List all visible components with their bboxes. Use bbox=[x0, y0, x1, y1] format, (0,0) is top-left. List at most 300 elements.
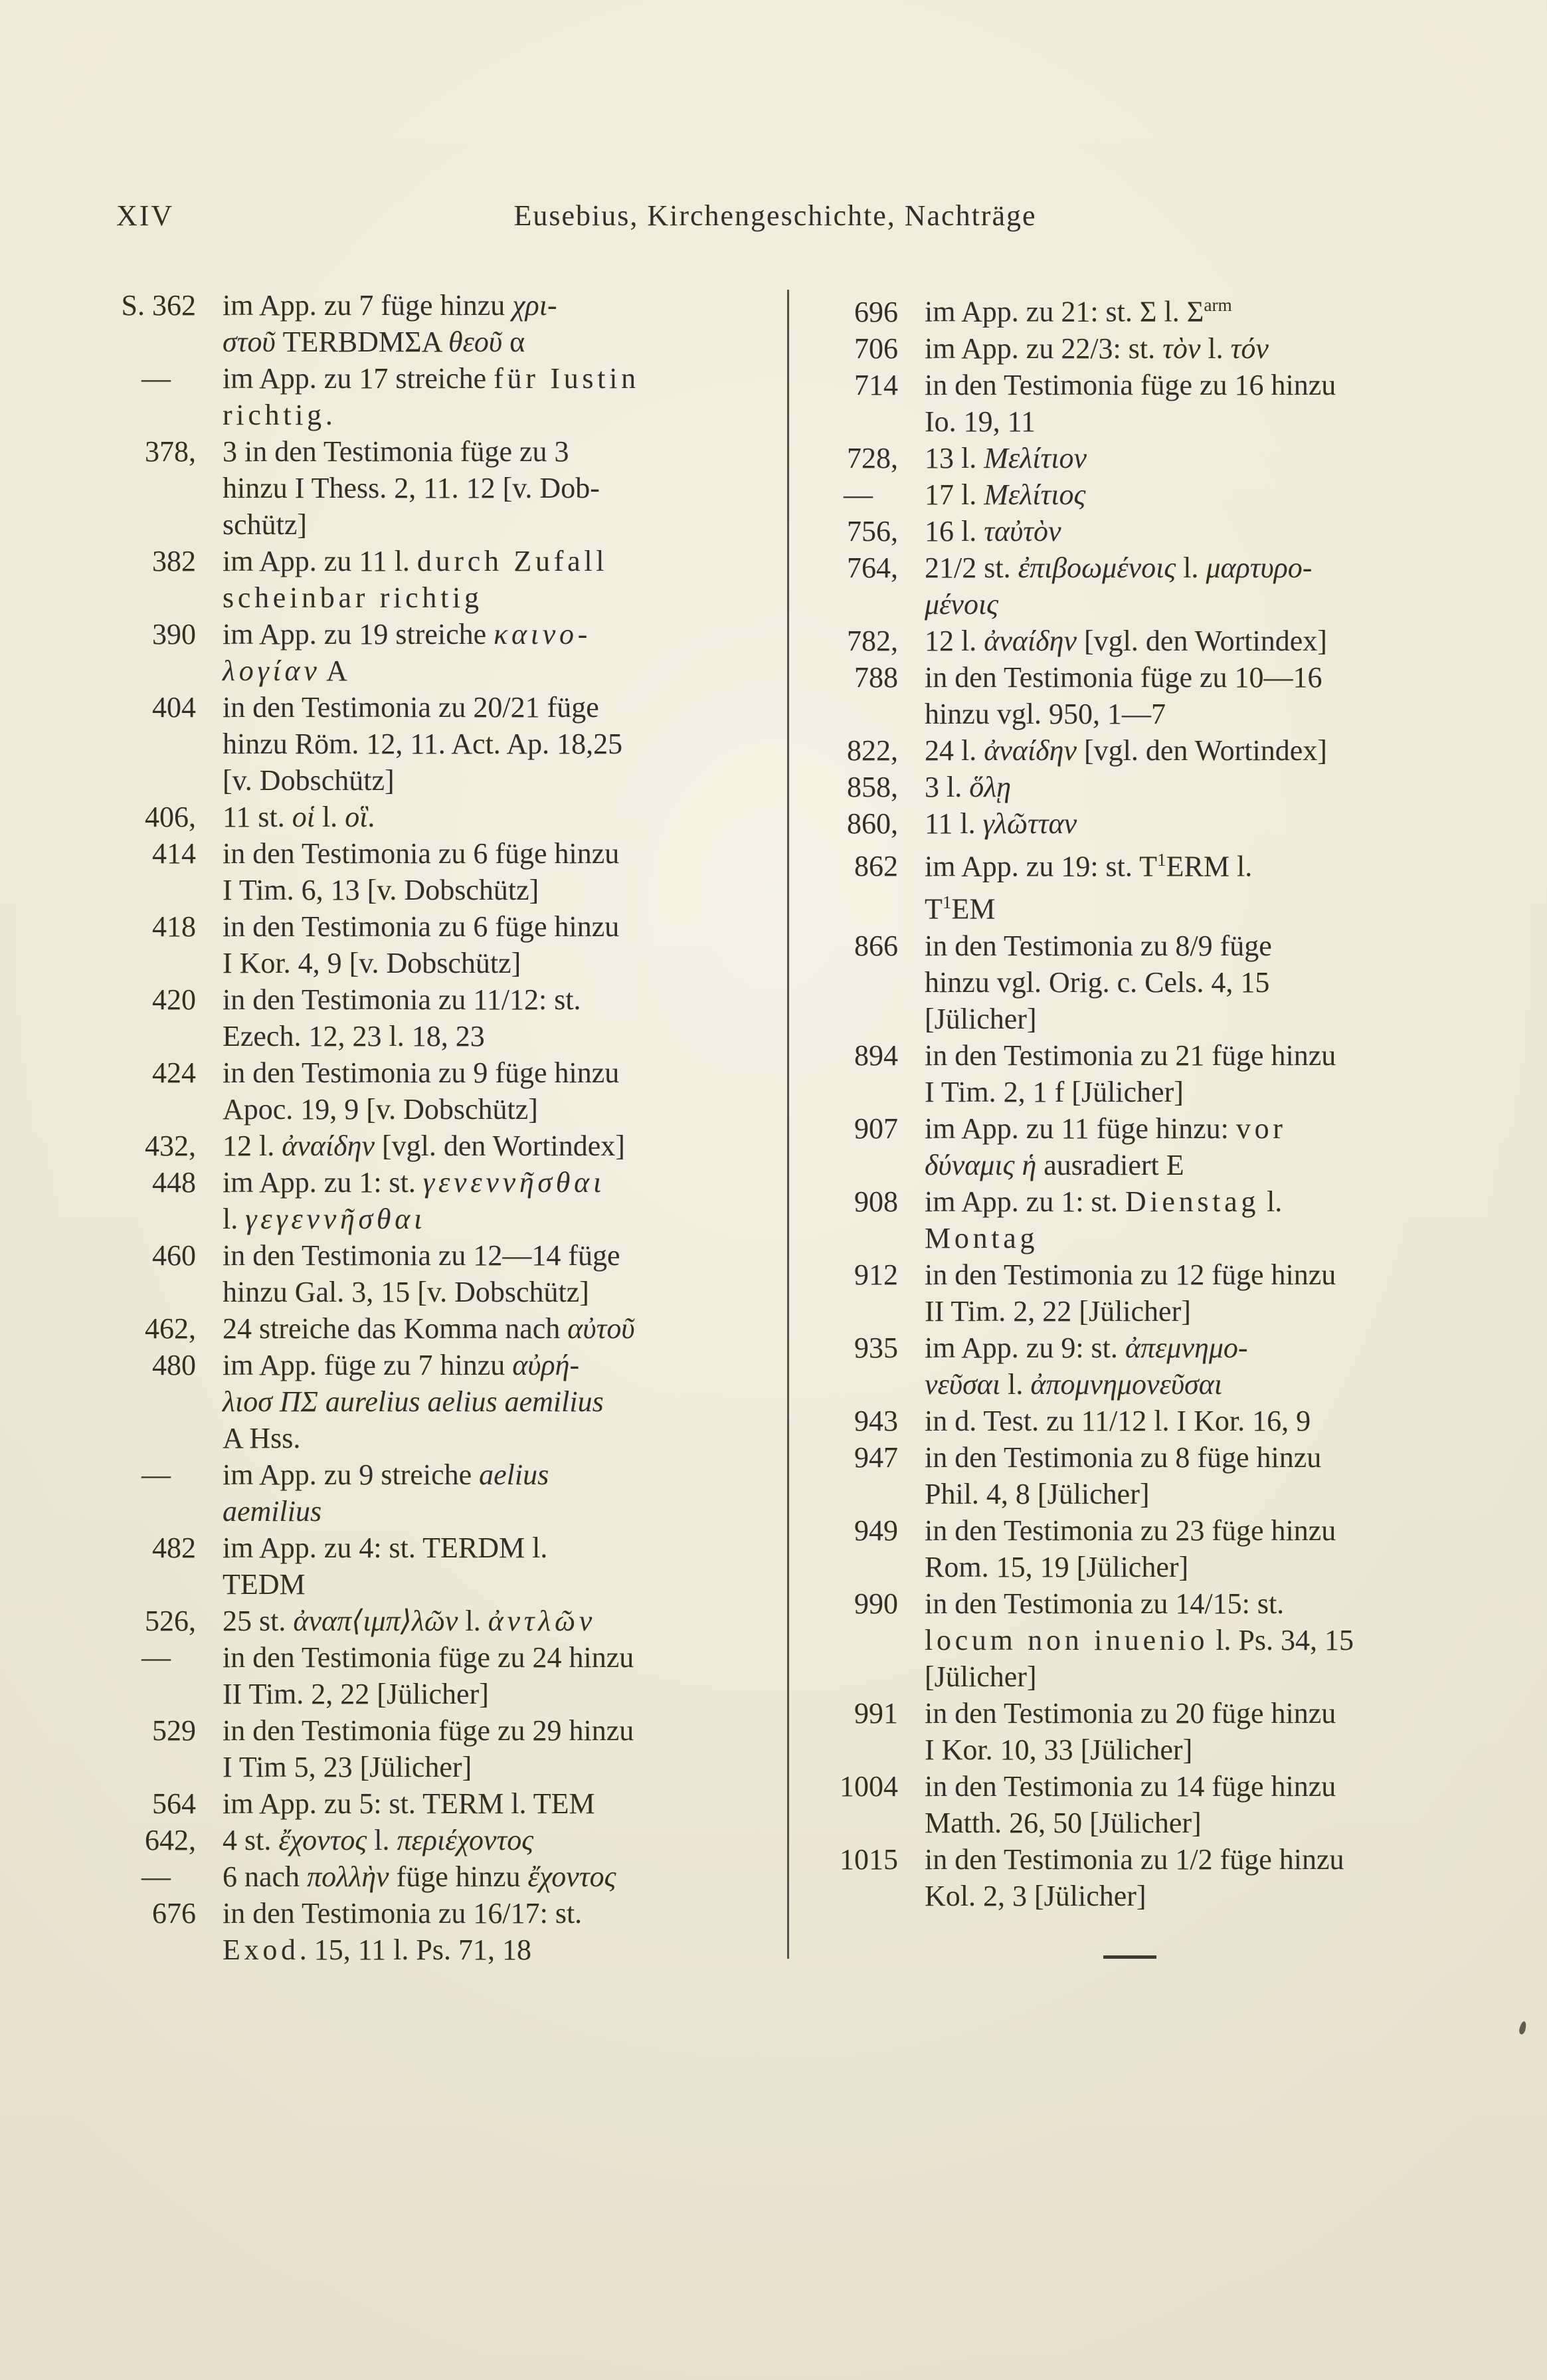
entry-line bbox=[116, 1237, 754, 1274]
text-segment: hinzu vgl. 950, 1—7 bbox=[925, 697, 1166, 730]
entry-number: 390 bbox=[152, 618, 196, 650]
text-segment: in den Testimonia zu 12 füge hinzu bbox=[925, 1258, 1336, 1291]
errata-columns bbox=[116, 287, 1441, 1968]
entry-line bbox=[818, 1293, 1441, 1330]
text-segment: 16 l. bbox=[925, 514, 984, 547]
text-segment: aurelius aelius aemilius bbox=[325, 1385, 604, 1418]
text-segment: in den Testimonia zu 20/21 füge bbox=[223, 691, 599, 724]
text-segment: scheinbar richtig bbox=[223, 581, 483, 614]
text-segment: durch Zufall bbox=[416, 545, 608, 577]
text-segment: αὐτοῦ bbox=[567, 1312, 635, 1345]
entry-number: 949 bbox=[854, 1514, 898, 1547]
text-segment: T bbox=[925, 892, 943, 926]
errata-entry bbox=[116, 1639, 754, 1712]
entry-line bbox=[116, 1018, 754, 1054]
errata-entry bbox=[818, 1256, 1441, 1330]
text-segment: θεοῦ bbox=[448, 326, 503, 358]
entry-line bbox=[818, 1074, 1441, 1110]
text-segment: im App. zu 17 streiche bbox=[223, 362, 494, 395]
text-segment: 3 l. bbox=[925, 770, 970, 803]
entry-number: 862 bbox=[854, 850, 898, 883]
entry-line bbox=[116, 1054, 754, 1091]
entry-line bbox=[116, 1858, 754, 1895]
errata-entry bbox=[116, 1712, 754, 1785]
entry-line bbox=[116, 1932, 754, 1968]
entry-line bbox=[818, 884, 1441, 928]
text-segment: περιέχοντος bbox=[397, 1824, 534, 1856]
entry-number: 564 bbox=[152, 1787, 196, 1820]
text-segment: in den Testimonia zu 23 füge hinzu bbox=[925, 1514, 1336, 1547]
text-segment: in den Testimonia zu 9 füge hinzu bbox=[223, 1056, 620, 1089]
errata-entry bbox=[818, 367, 1441, 440]
text-segment: in den Testimonia zu 16/17: st. bbox=[223, 1897, 583, 1930]
errata-entry bbox=[116, 616, 754, 689]
entry-line bbox=[116, 1274, 754, 1310]
text-segment: καινο- bbox=[494, 618, 592, 650]
text-segment: in den Testimonia zu 21 füge hinzu bbox=[925, 1039, 1336, 1072]
text-segment: II Tim. 2, 22 [Jülicher] bbox=[223, 1678, 489, 1710]
text-segment: Phil. 4, 8 [Jülicher] bbox=[925, 1477, 1150, 1510]
text-segment: schütz] bbox=[223, 508, 308, 541]
text-segment: locum non inuenio bbox=[925, 1623, 1209, 1656]
entry-line bbox=[818, 1147, 1441, 1183]
entry-number: 448 bbox=[152, 1166, 196, 1199]
errata-entry bbox=[116, 1785, 754, 1822]
column-right-wrap bbox=[818, 287, 1441, 1968]
entry-line bbox=[116, 1310, 754, 1347]
errata-entry bbox=[818, 1841, 1441, 1914]
entry-line bbox=[818, 513, 1441, 549]
text-segment: ἀναίδην bbox=[984, 734, 1077, 767]
text-segment: in den Testimonia füge zu 16 hinzu bbox=[925, 368, 1336, 401]
errata-entry bbox=[818, 842, 1441, 928]
entry-number: 866 bbox=[854, 929, 898, 962]
text-segment: Rom. 15, 19 [Jülicher] bbox=[925, 1550, 1189, 1583]
text-segment: γλῶτταν bbox=[982, 807, 1077, 840]
entry-line bbox=[116, 1128, 754, 1164]
text-segment: im App. zu 21: st. Σ l. Σ bbox=[925, 295, 1204, 328]
errata-entry bbox=[116, 1858, 754, 1895]
entry-number: 990 bbox=[854, 1587, 898, 1620]
errata-entry bbox=[818, 1585, 1441, 1695]
entry-line bbox=[818, 623, 1441, 659]
errata-entry bbox=[116, 543, 754, 616]
entry-line bbox=[116, 908, 754, 945]
text-segment: 25 st. bbox=[223, 1605, 294, 1637]
text-segment: λιοσ ΠΣ bbox=[223, 1385, 318, 1418]
errata-entry bbox=[116, 1895, 754, 1968]
text-segment: 11 l. bbox=[925, 807, 983, 840]
text-segment: im App. zu 19 streiche bbox=[223, 618, 494, 650]
entry-number: — bbox=[141, 1458, 171, 1491]
text-segment: l. bbox=[1176, 551, 1206, 584]
text-segment: [Jülicher] bbox=[925, 1002, 1037, 1035]
entry-line bbox=[116, 945, 754, 981]
entry-line bbox=[818, 1549, 1441, 1585]
entry-line bbox=[116, 1822, 754, 1858]
text-segment: II Tim. 2, 22 [Jülicher] bbox=[925, 1294, 1191, 1328]
text-segment: 21/2 st. bbox=[925, 551, 1018, 584]
errata-entry bbox=[116, 1054, 754, 1128]
entry-line bbox=[116, 433, 754, 470]
entry-line bbox=[116, 1530, 754, 1566]
entry-line bbox=[116, 506, 754, 543]
entry-number: 460 bbox=[152, 1239, 196, 1272]
entry-number: 382 bbox=[152, 545, 196, 577]
entry-line bbox=[818, 964, 1441, 1001]
text-segment: Io. 19, 11 bbox=[925, 405, 1036, 438]
entry-line bbox=[116, 652, 754, 689]
entry-line bbox=[116, 616, 754, 652]
text-segment: αὐρή- bbox=[512, 1349, 580, 1381]
entry-line bbox=[818, 1658, 1441, 1695]
text-segment: aelius bbox=[479, 1458, 549, 1491]
entry-line bbox=[116, 360, 754, 397]
errata-entry bbox=[818, 1110, 1441, 1183]
text-segment: I Kor. 10, 33 [Jülicher] bbox=[925, 1733, 1193, 1766]
entry-line bbox=[818, 403, 1441, 440]
text-segment: . 15, 11 l. Ps. 71, 18 bbox=[299, 1934, 531, 1966]
entry-line bbox=[818, 1220, 1441, 1256]
entry-line bbox=[818, 696, 1441, 732]
entry-number: 907 bbox=[854, 1112, 898, 1145]
errata-entry bbox=[818, 805, 1441, 842]
entry-line bbox=[116, 835, 754, 872]
text-segment: 1 bbox=[1156, 849, 1166, 870]
errata-entry bbox=[116, 1822, 754, 1858]
text-segment: im App. zu 19: st. T bbox=[925, 850, 1157, 883]
text-segment: γενεννῆσθαι bbox=[422, 1166, 605, 1199]
text-segment: οἱ bbox=[292, 801, 315, 833]
text-segment: Exod bbox=[223, 1934, 300, 1966]
entry-line bbox=[818, 842, 1441, 885]
text-segment: ἀναίδην bbox=[984, 624, 1077, 657]
text-segment: ἀντλῶν bbox=[488, 1605, 596, 1637]
entry-line bbox=[818, 440, 1441, 476]
text-segment: 6 nach bbox=[223, 1860, 308, 1893]
text-segment: richtig bbox=[223, 399, 325, 431]
text-segment: νεῦσαι bbox=[925, 1367, 1001, 1401]
errata-entry bbox=[818, 440, 1441, 476]
entry-line bbox=[818, 1805, 1441, 1841]
entry-number: 714 bbox=[854, 368, 898, 401]
entry-line bbox=[116, 1676, 754, 1712]
text-segment: in den Testimonia zu 14/15: st. bbox=[925, 1587, 1285, 1620]
entry-line bbox=[818, 1841, 1441, 1878]
errata-entry bbox=[818, 287, 1441, 330]
entry-number: 404 bbox=[152, 691, 196, 724]
entry-line bbox=[116, 1749, 754, 1785]
text-segment: ἀπεμνημο- bbox=[1125, 1331, 1248, 1364]
text-segment: . bbox=[325, 399, 333, 431]
text-segment: Ezech. 12, 23 l. 18, 23 bbox=[223, 1020, 485, 1052]
entry-line bbox=[818, 659, 1441, 696]
text-segment: im App. füge zu 7 hinzu bbox=[223, 1349, 513, 1381]
text-segment: στοῦ bbox=[223, 326, 276, 358]
text-segment: ἀπομνημονεῦσαι bbox=[1030, 1367, 1223, 1401]
text-segment: hinzu vgl. Orig. c. Cels. 4, 15 bbox=[925, 965, 1270, 999]
errata-entry bbox=[116, 1347, 754, 1456]
entry-number: 991 bbox=[854, 1696, 898, 1730]
errata-entry bbox=[818, 513, 1441, 549]
entry-number: 706 bbox=[854, 332, 898, 365]
entry-number: 728, bbox=[847, 441, 898, 474]
entry-line bbox=[116, 872, 754, 908]
entry-line bbox=[116, 324, 754, 360]
text-segment: γεγεννῆσθαι bbox=[245, 1203, 426, 1235]
entry-line bbox=[818, 549, 1441, 586]
text-segment: I Kor. 4, 9 [v. Dobschütz] bbox=[223, 947, 521, 979]
text-segment: α bbox=[502, 326, 525, 358]
entry-line bbox=[818, 476, 1441, 513]
entry-number: 482 bbox=[152, 1532, 196, 1564]
entry-line bbox=[116, 1456, 754, 1493]
errata-entry bbox=[818, 659, 1441, 732]
text-segment: ἐπιβοωμένοις bbox=[1018, 551, 1176, 584]
column-right bbox=[818, 287, 1441, 1914]
text-segment: πολλὴν bbox=[307, 1860, 389, 1893]
entry-line bbox=[818, 1183, 1441, 1220]
text-segment: λογίαν bbox=[223, 654, 321, 687]
text-segment: l. bbox=[458, 1605, 488, 1637]
errata-entry bbox=[818, 1695, 1441, 1768]
text-segment: 13 l. bbox=[925, 441, 984, 474]
entry-line bbox=[116, 287, 754, 324]
text-segment: ἀναίδην bbox=[282, 1130, 375, 1162]
text-segment: in den Testimonia füge zu 29 hinzu bbox=[223, 1714, 634, 1747]
text-segment: in den Testimonia zu 20 füge hinzu bbox=[925, 1696, 1336, 1730]
entry-line bbox=[116, 543, 754, 579]
text-segment: im App. zu 4: st. TERDM l. bbox=[223, 1532, 548, 1564]
text-segment: in den Testimonia zu 11/12: st. bbox=[223, 983, 581, 1016]
entry-line bbox=[818, 928, 1441, 964]
entry-line bbox=[818, 1439, 1441, 1476]
entry-line bbox=[116, 1895, 754, 1932]
entry-number: 764, bbox=[847, 551, 898, 584]
text-segment: οἳ bbox=[345, 801, 368, 833]
entry-number: 858, bbox=[847, 770, 898, 803]
text-segment: in den Testimonia zu 8/9 füge bbox=[925, 929, 1272, 962]
text-segment: im App. zu 11 füge hinzu: bbox=[925, 1112, 1236, 1145]
entry-number: 860, bbox=[847, 807, 898, 840]
text-segment: . bbox=[367, 801, 375, 833]
entry-number: 480 bbox=[152, 1349, 196, 1381]
text-segment: 4 st. bbox=[223, 1824, 279, 1856]
text-segment bbox=[318, 1385, 325, 1418]
entry-line bbox=[116, 1420, 754, 1456]
entry-number: 756, bbox=[847, 514, 898, 547]
text-segment: 17 l. bbox=[925, 478, 984, 511]
entry-line bbox=[818, 1403, 1441, 1439]
text-segment: im App. zu 11 l. bbox=[223, 545, 417, 577]
entry-line bbox=[818, 769, 1441, 805]
entry-number: 935 bbox=[854, 1331, 898, 1364]
text-segment: in den Testimonia füge zu 24 hinzu bbox=[223, 1641, 634, 1674]
text-segment: ausradiert E bbox=[1036, 1148, 1184, 1181]
text-segment: in den Testimonia zu 14 füge hinzu bbox=[925, 1769, 1336, 1803]
entry-line bbox=[818, 1330, 1441, 1366]
text-segment: [vgl. den Wortindex] bbox=[375, 1130, 625, 1162]
text-segment: δύναμις ἡ bbox=[925, 1148, 1037, 1181]
text-segment: l. Ps. 34, 15 bbox=[1208, 1623, 1354, 1656]
entry-line bbox=[818, 1001, 1441, 1037]
text-segment: im App. zu 1: st. bbox=[925, 1185, 1125, 1218]
text-segment: 1 bbox=[942, 892, 952, 913]
errata-entry bbox=[116, 981, 754, 1054]
entry-line bbox=[818, 1622, 1441, 1658]
text-segment: hinzu Gal. 3, 15 [v. Dobschütz] bbox=[223, 1276, 589, 1308]
text-segment: in den Testimonia zu 6 füge hinzu bbox=[223, 910, 620, 943]
errata-entry bbox=[818, 1512, 1441, 1585]
entry-line bbox=[116, 799, 754, 835]
entry-line bbox=[818, 287, 1441, 330]
text-segment: μένοις bbox=[925, 587, 999, 621]
text-segment: TERBDMΣΑ bbox=[275, 326, 448, 358]
entry-line bbox=[116, 1639, 754, 1676]
text-segment: χρι- bbox=[512, 289, 557, 322]
entry-number: — bbox=[141, 1641, 171, 1674]
entry-number: 912 bbox=[854, 1258, 898, 1291]
errata-entry bbox=[116, 1456, 754, 1530]
column-left bbox=[116, 287, 754, 1968]
text-segment: [Jülicher] bbox=[925, 1660, 1037, 1693]
errata-entry bbox=[116, 689, 754, 799]
entry-line bbox=[116, 1347, 754, 1383]
column-divider bbox=[787, 290, 789, 1959]
text-segment: im App. zu 1: st. bbox=[223, 1166, 423, 1199]
entry-number: 420 bbox=[152, 983, 196, 1016]
entry-number: 432, bbox=[145, 1130, 196, 1162]
text-segment: 24 streiche das Komma nach bbox=[223, 1312, 568, 1345]
text-segment: im App. zu 9 streiche bbox=[223, 1458, 480, 1491]
text-segment: l. bbox=[1259, 1185, 1283, 1218]
text-segment: [v. Dobschütz] bbox=[223, 764, 395, 797]
entry-line bbox=[116, 689, 754, 726]
text-segment: Α bbox=[320, 654, 347, 687]
text-segment: 11 st. bbox=[223, 801, 292, 833]
errata-entry bbox=[116, 1530, 754, 1603]
text-segment: 12 l. bbox=[925, 624, 984, 657]
text-segment: l. bbox=[223, 1203, 246, 1235]
text-segment: ὅλῃ bbox=[969, 770, 1012, 803]
text-segment: Montag bbox=[925, 1221, 1039, 1254]
text-segment: arm bbox=[1204, 295, 1232, 315]
text-segment: [vgl. den Wortindex] bbox=[1077, 734, 1327, 767]
text-segment: I Tim. 2, 1 f [Jülicher] bbox=[925, 1075, 1184, 1108]
text-segment: l. bbox=[1000, 1367, 1031, 1401]
entry-line bbox=[818, 732, 1441, 769]
entry-line bbox=[116, 981, 754, 1018]
page-title: Eusebius, Kirchengeschichte, Nachträge bbox=[513, 199, 1037, 232]
text-segment: in den Testimonia zu 6 füge hinzu bbox=[223, 837, 620, 870]
text-segment: im App. zu 9: st. bbox=[925, 1331, 1125, 1364]
page-header bbox=[116, 199, 1434, 233]
entry-number: 529 bbox=[152, 1714, 196, 1747]
text-segment: τόν bbox=[1230, 332, 1269, 365]
entry-line bbox=[116, 1383, 754, 1420]
entry-line bbox=[818, 1256, 1441, 1293]
text-segment: μαρτυρο- bbox=[1206, 551, 1313, 584]
entry-number: 894 bbox=[854, 1039, 898, 1072]
text-segment: l. bbox=[367, 1824, 397, 1856]
entry-number: 418 bbox=[152, 910, 196, 943]
text-segment: im App. zu 22/3: st. bbox=[925, 332, 1163, 365]
errata-entry bbox=[818, 732, 1441, 769]
entry-number: 943 bbox=[854, 1404, 898, 1437]
entry-line bbox=[818, 1768, 1441, 1805]
text-segment: füge hinzu bbox=[389, 1860, 528, 1893]
errata-entry bbox=[818, 928, 1441, 1037]
entry-line bbox=[116, 397, 754, 433]
errata-entry bbox=[116, 1237, 754, 1310]
errata-entry bbox=[116, 1128, 754, 1164]
errata-entry bbox=[818, 330, 1441, 367]
text-segment: EM bbox=[951, 892, 996, 926]
text-segment: Apoc. 19, 9 [v. Dobschütz] bbox=[223, 1093, 538, 1126]
entry-line bbox=[116, 1164, 754, 1201]
text-segment: Μελίτιος bbox=[984, 478, 1086, 511]
text-segment: τὸν bbox=[1162, 332, 1201, 365]
text-segment: ERM l. bbox=[1166, 850, 1253, 883]
entry-line bbox=[818, 1585, 1441, 1622]
entry-number: 782, bbox=[847, 624, 898, 657]
text-segment: [vgl. den Wortindex] bbox=[1077, 624, 1327, 657]
text-segment: in den Testimonia zu 8 füge hinzu bbox=[925, 1440, 1322, 1474]
entry-line bbox=[818, 1476, 1441, 1512]
entry-number: 696 bbox=[854, 295, 898, 328]
errata-entry bbox=[818, 1403, 1441, 1439]
text-segment: 24 l. bbox=[925, 734, 984, 767]
entry-number: 1015 bbox=[840, 1842, 898, 1876]
text-segment: für Iustin bbox=[494, 362, 640, 395]
entry-line bbox=[818, 330, 1441, 367]
entry-number: 1004 bbox=[840, 1769, 898, 1803]
entry-line bbox=[818, 1110, 1441, 1147]
errata-entry bbox=[818, 769, 1441, 805]
entry-number: 908 bbox=[854, 1185, 898, 1218]
errata-entry bbox=[818, 1183, 1441, 1256]
entry-number: 406, bbox=[145, 801, 196, 833]
entry-number: 526, bbox=[145, 1605, 196, 1637]
entry-number: 642, bbox=[145, 1824, 196, 1856]
text-segment: Μελίτιον bbox=[984, 441, 1087, 474]
entry-number: — bbox=[141, 362, 171, 395]
errata-entry bbox=[116, 1310, 754, 1347]
errata-entry bbox=[818, 1439, 1441, 1512]
errata-entry bbox=[116, 908, 754, 981]
entry-number: 788 bbox=[854, 660, 898, 694]
text-segment: I Tim 5, 23 [Jülicher] bbox=[223, 1751, 472, 1783]
text-segment: hinzu I Thess. 2, 11. 12 [v. Dob- bbox=[223, 472, 600, 504]
text-segment: I Tim. 6, 13 [v. Dobschütz] bbox=[223, 874, 539, 906]
errata-entry bbox=[116, 1164, 754, 1237]
errata-entry bbox=[818, 1037, 1441, 1110]
text-segment: im App. zu 7 füge hinzu bbox=[223, 289, 513, 322]
entry-line bbox=[116, 762, 754, 799]
text-segment: in d. Test. zu 11/12 l. I Kor. 16, 9 bbox=[925, 1404, 1311, 1437]
errata-entry bbox=[818, 549, 1441, 623]
text-segment: ἔχοντος bbox=[527, 1860, 616, 1893]
text-segment: 12 l. bbox=[223, 1130, 282, 1162]
entry-line bbox=[116, 726, 754, 762]
entry-line bbox=[116, 470, 754, 506]
entry-number: 424 bbox=[152, 1056, 196, 1089]
errata-entry bbox=[116, 799, 754, 835]
entry-line bbox=[116, 1785, 754, 1822]
end-of-text-rule bbox=[1103, 1955, 1156, 1959]
entry-number: S. 362 bbox=[121, 289, 196, 322]
text-segment: vor bbox=[1235, 1112, 1287, 1145]
